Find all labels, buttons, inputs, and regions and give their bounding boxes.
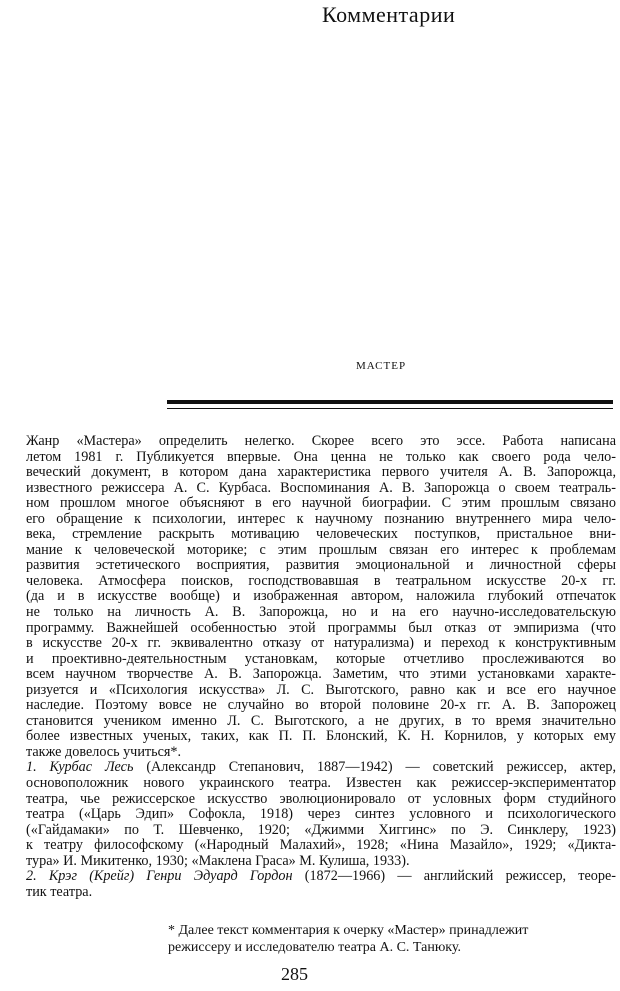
note-line-text: (Александр Степанович, 1887—1942) — советский режиссер, актер,: [146, 759, 617, 776]
note-line: основоположник нового украинского театра. Известен как режиссер-экспериментатор: [26, 775, 616, 792]
paragraph-line: летом 1981 г. Публикуется впервые. Она ценна не только как своего рода чело-: [26, 448, 616, 465]
paragraph-line: наследие. Поэтому вовсе не случайно во второй половине 20-х гг. А. В. Запорожец: [26, 697, 616, 714]
paragraph-line: становится учеником именно Л. С. Выготского, а не других, в то время значительно: [26, 712, 616, 729]
note-kurbas: [26, 760, 616, 869]
paragraph-line: известного режиссера А. С. Курбаса. Воспоминания А. В. Запорожца о своем театраль-: [26, 479, 616, 496]
paragraph-line: веческий документ, в котором дана характеристика первого учителя А. В. Запорожца,: [26, 464, 616, 481]
commentary-paragraph: [26, 434, 616, 760]
note-label: 1. Курбас Лесь: [26, 759, 134, 776]
note-craig: [26, 869, 616, 900]
note-label: 2. Крэг (Крейг) Генри Эдуард Гордон: [26, 868, 293, 885]
paragraph-line: всем научном творчестве А. В. Запорожца. Заметим, что этими установками характе-: [26, 666, 616, 683]
paragraph-line: также довелось учиться*.: [26, 743, 182, 760]
page-heading: Комментарии: [322, 2, 456, 27]
paragraph-line: человека. Атмосфера поисков, господствовавшая в театральном искусстве 20-х гг.: [26, 572, 616, 589]
paragraph-line: развития эстетического восприятия, развития эмоциональной и личностной сферы: [26, 557, 616, 574]
paragraph-line: более известных ученых, таких, как П. П. Блонский, К. Н. Корнилов, у которых ему: [26, 728, 616, 745]
paragraph-line: его обращение к психологии, интерес к научному познанию внутреннего мира чело-: [26, 510, 616, 527]
note-line: тик театра.: [26, 883, 93, 900]
paragraph-line: программу. Важнейшей особенностью этой программы был отказ от эмпиризма (что: [26, 619, 616, 636]
footnote-line: режиссеру и исследователю театра А. С. Танюку.: [168, 940, 461, 955]
note-line: [26, 760, 616, 776]
section-rule-thick: [167, 400, 613, 404]
paragraph-line: не только на личность А. В. Запорожца, но и на его научно-исследовательскую: [26, 604, 616, 621]
footnote: [168, 922, 614, 956]
note-line: к театру философскому («Народный Малахий», 1928; «Нина Мазайло», 1929; «Дикта-: [26, 837, 616, 854]
section-rule-thin: [167, 408, 613, 409]
note-line: театра («Царь Эдип» Софокла, 1918) через синтез условного и психологического: [26, 806, 616, 823]
note-line: театра, чье режиссерское искусство эволюционировало от условных форм студийного: [26, 790, 616, 807]
note-line-text: (1872—1966) — английский режиссер, теоре-: [304, 868, 617, 885]
page-number: 285: [281, 964, 308, 984]
paragraph-line: ном прошлом многое объясняют в его научной биографии. С этим прошлым связано: [26, 495, 616, 512]
note-line: [26, 869, 616, 885]
note-line: тура» И. Микитенко, 1930; «Маклена Граса» М. Кулиша, 1933).: [26, 852, 410, 869]
footnote-line: * Далее текст комментария к очерку «Мастер» принадлежит: [168, 923, 529, 938]
paragraph-line: ризуется и «Психология искусства» Л. С. Выготского, равно как и все его научное: [26, 681, 616, 698]
paragraph-line: в искусстве 20-х гг. эквивалентно отказу от натурализма) и переход к конструктивным: [26, 635, 616, 652]
commentary-body: [26, 434, 616, 900]
section-title: МАСТЕР: [356, 360, 407, 372]
paragraph-line: Жанр «Мастера» определить нелегко. Скорее всего это эссе. Работа написана: [26, 433, 616, 449]
note-line: («Гайдамаки» по Т. Шевченко, 1920; «Джимми Хиггинс» по Э. Синклеру, 1923): [26, 821, 616, 838]
paragraph-line: и проективно-деятельностным установкам, которые отчетливо прослеживаются во: [26, 650, 616, 667]
paragraph-line: мание к человеческой моторике; с этим прошлым связан его интерес к проблемам: [26, 541, 616, 558]
paragraph-line: (да и в искусстве вообще) и изображенная автором, наложила глубокий отпечаток: [26, 588, 616, 605]
paragraph-line: века, стремление раскрыть мотивацию человеческих поступков, пристальное вни-: [26, 526, 616, 543]
